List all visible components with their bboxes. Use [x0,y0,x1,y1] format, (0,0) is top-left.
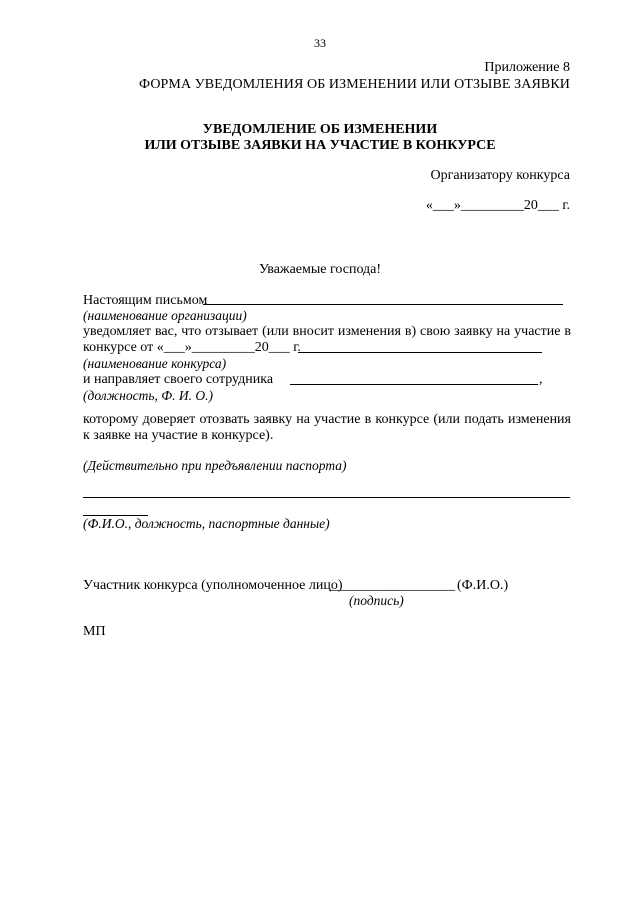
document-title-line-2: ИЛИ ОТЗЫВЕ ЗАЯВКИ НА УЧАСТИЕ В КОНКУРСЕ [144,138,496,153]
employee-field[interactable] [290,384,538,385]
passport-note: (Действительно при предъявлении паспорта) [83,458,347,473]
org-name-field[interactable] [203,304,563,305]
trust-text: которому доверяет отозвать заявку на участие в конкурсе (или подать изменения к заявке на участие в конкурсе). [83,412,571,443]
form-title: ФОРМА УВЕДОМЛЕНИЯ ОБ ИЗМЕНЕНИИ ИЛИ ОТЗЫВЕ ЗАЯВКИ [138,77,570,92]
document-title-line-1: УВЕДОМЛЕНИЕ ОБ ИЗМЕНЕНИИ [202,122,438,137]
recipient: Организатору конкурса [430,168,570,183]
contest-name-note: (наименование конкурса) [83,356,227,371]
employee-comma: , [539,372,543,387]
document-title [0,122,640,154]
person-data-note: (Ф.И.О., должность, паспортные данные) [83,516,330,531]
fio-label: (Ф.И.О.) [457,578,509,593]
salutation: Уважаемые господа! [258,262,382,277]
contest-name-field[interactable] [298,352,542,353]
signature-note: (подпись) [349,593,404,608]
page-number: 33 [314,36,326,50]
stamp-place: МП [83,624,106,639]
notifies-line-2: конкурсе от «___»_________20___ г. [83,340,301,355]
position-note: (должность, Ф. И. О.) [83,388,213,403]
notifies-line-1: уведомляет вас, что отзывает (или вносит изменения в) свою заявку на участие в [83,324,571,339]
directs-employee: и направляет своего сотрудника [83,372,274,387]
appendix-label: Приложение 8 [484,60,570,75]
signature-field[interactable]: __________________ [329,578,455,593]
letter-intro: Настоящим письмом [83,293,208,308]
org-name-note: (наименование организации) [83,308,247,323]
person-data-field[interactable] [83,497,570,498]
date-line: «___»_________20___ г. [425,198,570,213]
participant-label: Участник конкурса (уполномоченное лицо) [83,578,343,593]
